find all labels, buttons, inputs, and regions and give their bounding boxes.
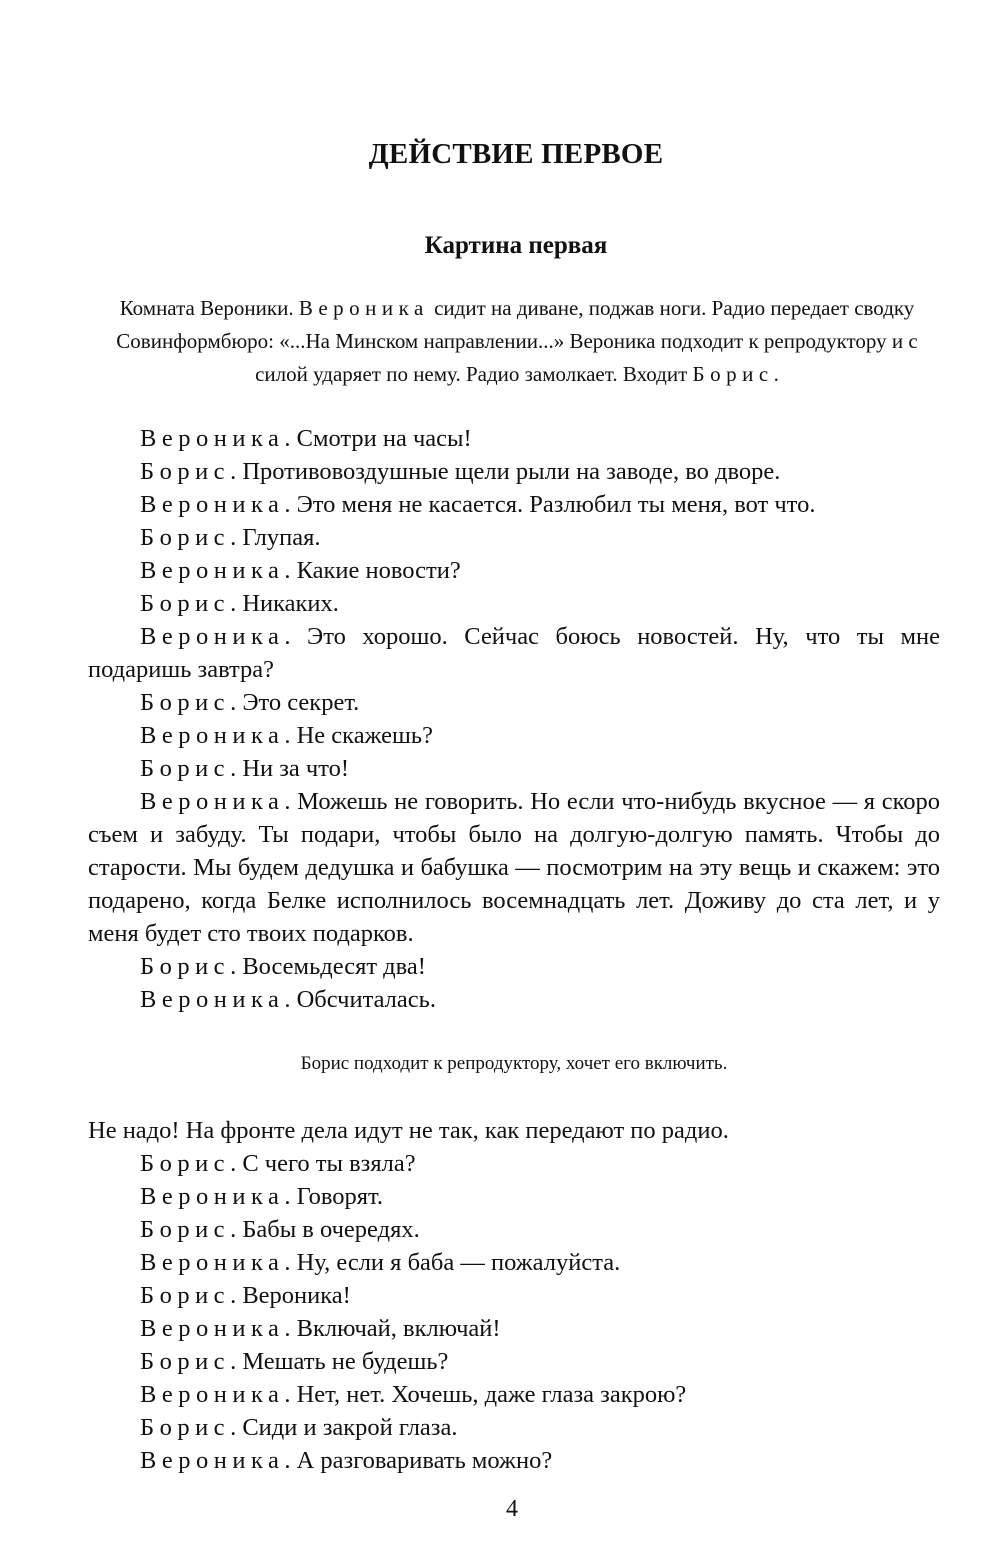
speaker-name: Вероника: [140, 1315, 285, 1342]
speaker-name: Вероника: [140, 722, 285, 749]
speaker-name: Вероника: [140, 425, 285, 452]
stage-text: Комната Вероники.: [119, 296, 294, 320]
dialog-line: [88, 587, 940, 620]
dialog-line: [88, 785, 940, 950]
line-text: . Говорят.: [284, 1183, 384, 1210]
line-text: . Какие новости?: [284, 557, 461, 584]
dialog-line: [88, 686, 940, 719]
dialog-line: [88, 1180, 940, 1213]
dialog-line: [88, 620, 940, 686]
speaker-name: Вероника: [140, 557, 285, 584]
speaker-name: Вероника: [140, 986, 285, 1013]
line-text: . Включай, включай!: [284, 1315, 501, 1342]
act-title: ДЕЙСТВИЕ ПЕРВОЕ: [368, 138, 664, 170]
speaker-name: Борис: [140, 1216, 231, 1243]
dialog-line: [88, 1411, 940, 1444]
speaker-name: Вероника: [140, 1447, 285, 1474]
speaker-name: Борис: [140, 524, 231, 551]
line-text: . Это секрет.: [230, 689, 360, 716]
speaker-name: Вероника: [140, 491, 285, 518]
speaker-name: Борис: [140, 590, 231, 617]
line-text: . Можешь не говорить. Но если что-нибудь вкусное — я скоро съем и забуду. Ты подари, чтобы было на долгую-долгую память. Чтобы до старости. Мы будем дедушка и бабушка — посмотрим на эту вещь и скажем: это подарено, когда Белке исполнилось восемнадцать лет. Доживу до ста лет, и у меня будет сто твоих подарков.: [88, 788, 940, 947]
speaker-name: Вероника: [140, 1381, 285, 1408]
dialog-line: [88, 554, 940, 587]
dialog-line: [88, 719, 940, 752]
line-text: . Не скажешь?: [284, 722, 433, 749]
line-text: . Ну, если я баба — пожалуйста.: [284, 1249, 621, 1276]
speaker-name: Борис: [140, 755, 231, 782]
line-text: . Восемьдесят два!: [230, 953, 426, 980]
line-text: . Это меня не касается. Разлюбил ты меня, вот что.: [284, 491, 816, 518]
speaker-name: Борис: [140, 458, 231, 485]
dialog-line: [88, 950, 940, 983]
line-text: . Противовоздушные щели рыли на заводе, во дворе.: [230, 458, 781, 485]
line-text: . Ни за что!: [230, 755, 350, 782]
speaker-name: Борис: [140, 1348, 231, 1375]
dialog-line: [88, 1213, 940, 1246]
dialog-line: [88, 521, 940, 554]
dialog-line: [88, 752, 940, 785]
dialog-line: [88, 1279, 940, 1312]
dialog-line: [88, 422, 940, 455]
dialog-line: [88, 1378, 940, 1411]
scene-title: Картина первая: [424, 232, 608, 259]
speaker-name: Вероника: [140, 623, 285, 650]
dialog-block-second: [88, 1114, 940, 1477]
speaker-name: Борис: [140, 1282, 231, 1309]
speaker-name: Вероника: [140, 1249, 285, 1276]
speaker-name: Вероника: [298, 296, 429, 320]
dialog-block-first: [88, 422, 940, 1016]
line-text: . Смотри на часы!: [284, 425, 472, 452]
page-number: 4: [506, 1496, 518, 1522]
speaker-name: Борис: [140, 953, 231, 980]
line-text: . Вероника!: [230, 1282, 351, 1309]
dialog-line: [88, 1444, 940, 1477]
speaker-name: Вероника: [140, 788, 285, 815]
dialog-line: [88, 1345, 940, 1378]
dialog-line: [88, 488, 940, 521]
line-text: . А разговаривать можно?: [284, 1447, 553, 1474]
line-text: . Никаких.: [230, 590, 339, 617]
line-text: . Сиди и закрой глаза.: [230, 1414, 458, 1441]
dialog-line: [88, 1147, 940, 1180]
line-text: . Глупая.: [230, 524, 321, 551]
line-text: . Обсчиталась.: [284, 986, 436, 1013]
line-text: . Нет, нет. Хочешь, даже глаза закрою?: [284, 1381, 687, 1408]
line-text: . Бабы в очередях.: [230, 1216, 420, 1243]
line-text: . Мешать не будешь?: [230, 1348, 449, 1375]
speaker-name: Борис: [692, 362, 774, 386]
dialog-line: [88, 1246, 940, 1279]
stage-direction-intro: [88, 292, 946, 391]
stage-text: .: [773, 362, 779, 386]
line-text: . С чего ты взяла?: [230, 1150, 416, 1177]
speaker-name: Борис: [140, 689, 231, 716]
line-text: . Это хорошо. Сейчас боюсь новостей. Ну, что ты мне подаришь завтра?: [88, 623, 940, 683]
speaker-name: Борис: [140, 1414, 231, 1441]
dialog-line: [88, 1312, 940, 1345]
continuation-line: Не надо! На фронте дела идут не так, как передают по радио.: [88, 1117, 729, 1144]
dialog-line: [88, 983, 940, 1016]
stage-direction-mid: Борис подходит к репродуктору, хочет его включить.: [300, 1053, 728, 1074]
speaker-name: Вероника: [140, 1183, 285, 1210]
speaker-name: Борис: [140, 1150, 231, 1177]
stage-text: сидит на диване, поджав ноги. Радио передает сводку Совинформбюро: «...На Минском направлении...» Вероника подходит к репродуктору и с силой ударяет по нему. Радио замолкает. Входит: [116, 296, 918, 386]
dialog-line: [88, 455, 940, 488]
